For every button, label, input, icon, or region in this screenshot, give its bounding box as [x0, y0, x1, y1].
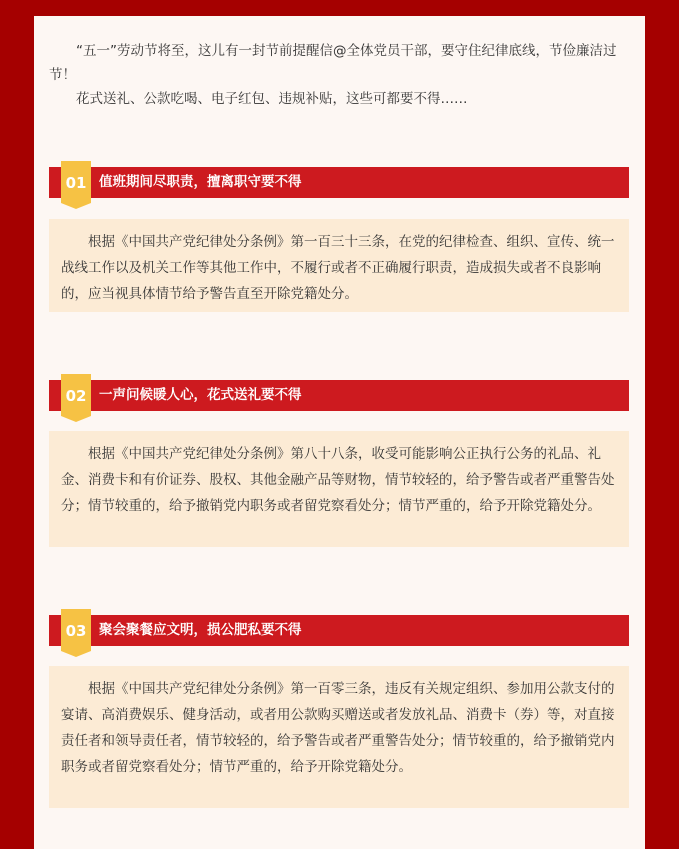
- section-content-text: 根据《中国共产党纪律处分条例》第八十八条，收受可能影响公正执行公务的礼品、礼金、消费卡和有价证券、股权、其他金融产品等财物，情节较轻的，给予警告或者严重警告处分；情节较重的，给予撤销党内职务或者留党察看处分；情节严重的，给予开除党籍处分。: [61, 446, 615, 514]
- section-content-text: 根据《中国共产党纪律处分条例》第一百三十三条，在党的纪律检查、组织、宣传、统一战线工作以及机关工作等其他工作中，不履行或者不正确履行职责，造成损失或者不良影响的，应当视具体情节给予警告直至开除党籍处分。: [61, 234, 615, 302]
- section-title: 一声问候暖人心，花式送礼要不得: [99, 387, 302, 403]
- section-number-badge: 02: [61, 374, 91, 416]
- section-content-text: 根据《中国共产党纪律处分条例》第一百零三条，违反有关规定组织、参加用公款支付的宴请、高消费娱乐、健身活动，或者用公款购买赠送或者发放礼品、消费卡（券）等，对直接责任者和领导责任者，情节较轻的，给予警告或者严重警告处分；情节较重的，给予撤销党内职务或者留党察看处分；情节严重的，给予开除党籍处分。: [61, 681, 615, 775]
- intro-paragraph-2: 花式送礼、公款吃喝、电子红包、违规补贴，这些可都要不得……: [76, 91, 468, 107]
- section-content-box-03: [49, 666, 629, 808]
- section-number-badge: 01: [61, 161, 91, 203]
- intro-paragraph-1: “五一”劳动节将至，这儿有一封节前提醒信@全体党员干部，要守住纪律底线，节俭廉洁过节！: [49, 43, 617, 83]
- section-title: 值班期间尽职责，擅离职守要不得: [99, 174, 302, 190]
- section-header-02: [49, 374, 629, 407]
- section-header-01: [49, 161, 629, 194]
- section-content-box-02: [49, 431, 629, 547]
- section-title: 聚会聚餐应文明，损公肥私要不得: [99, 622, 302, 638]
- intro-text: [49, 39, 629, 111]
- section-header-03: [49, 609, 629, 642]
- section-number-badge: 03: [61, 609, 91, 651]
- article-page: [34, 16, 645, 849]
- section-content-box-01: [49, 219, 629, 312]
